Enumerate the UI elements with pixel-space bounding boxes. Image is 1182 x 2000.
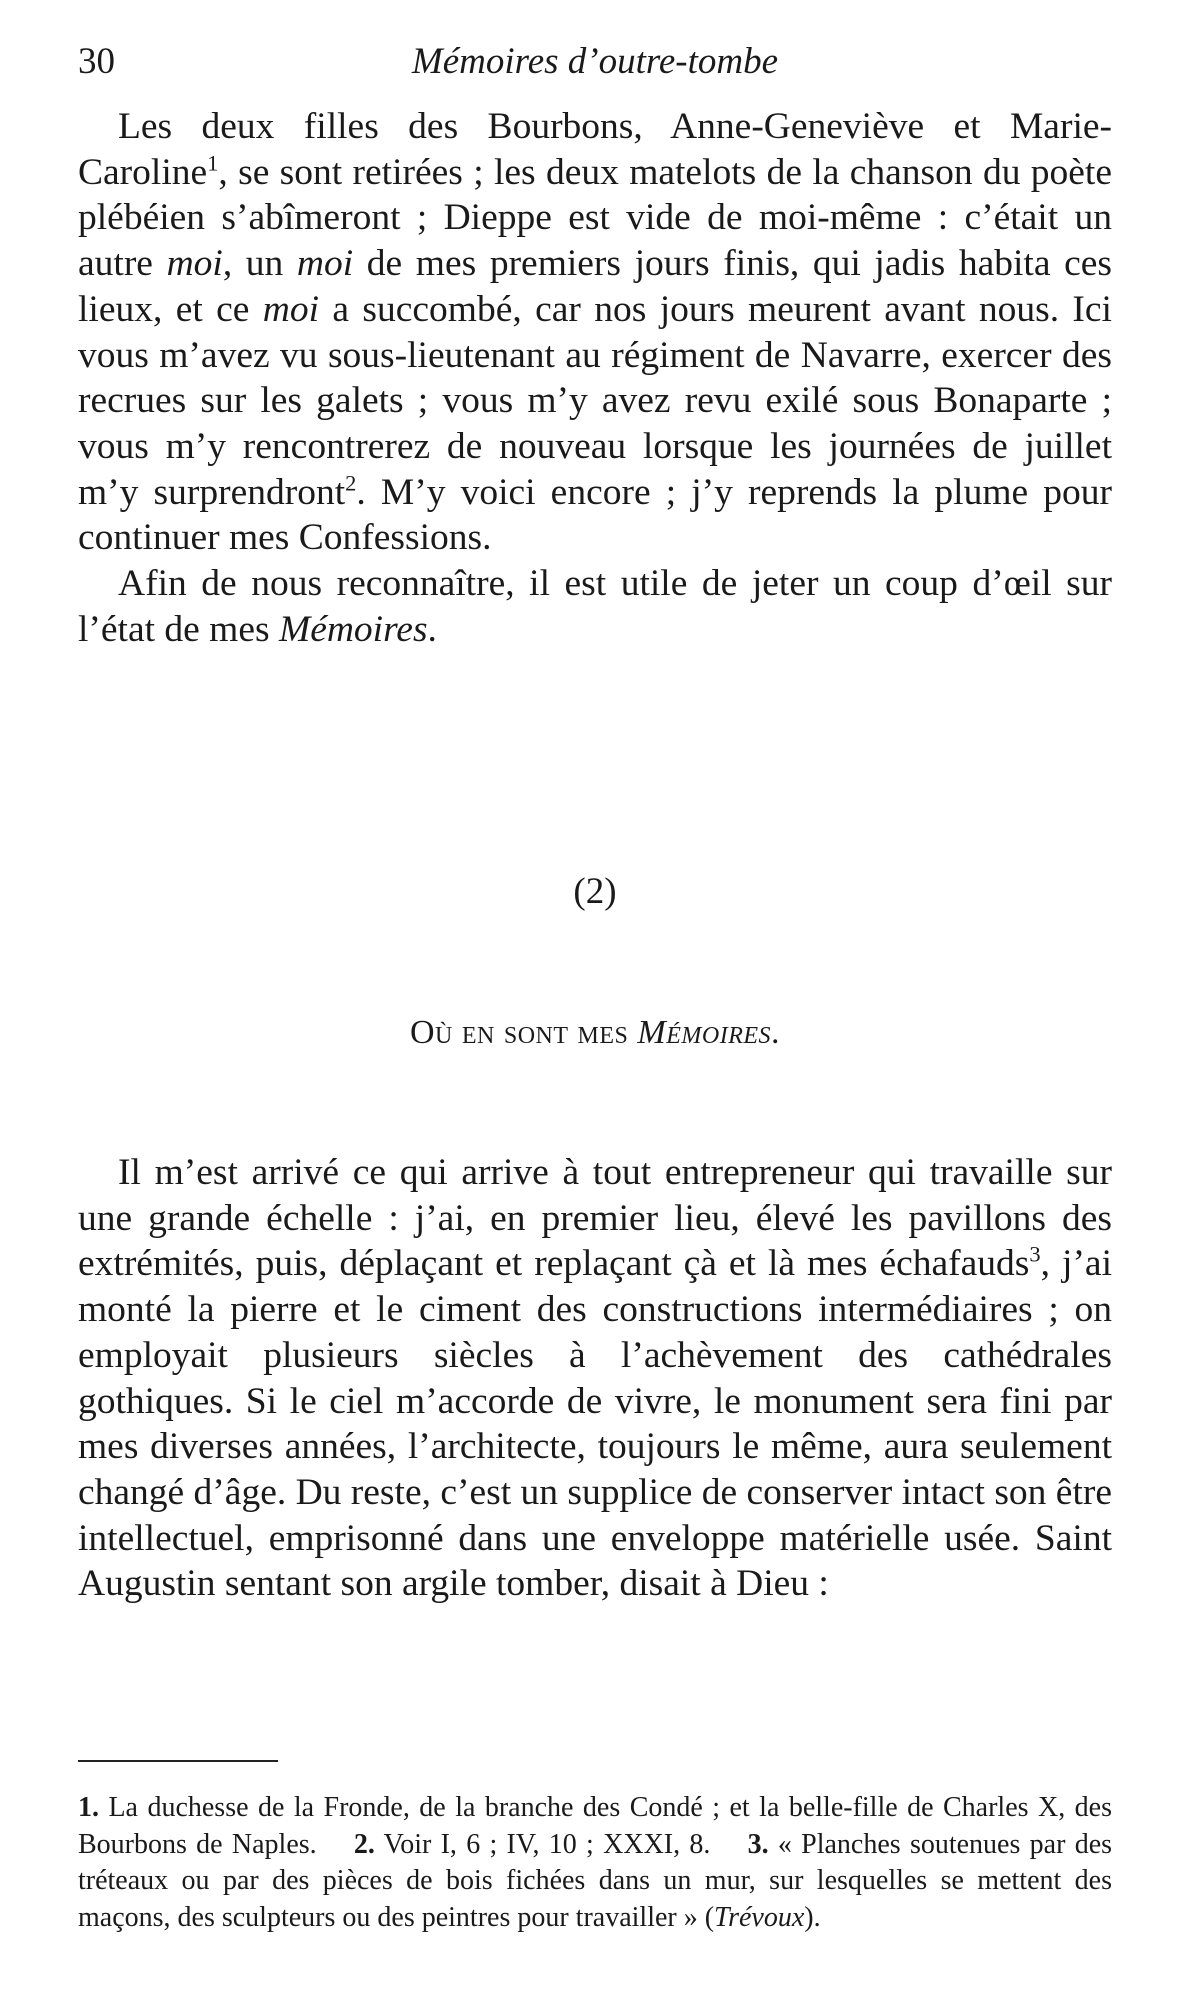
footnote-2-text: Voir I, 6 ; IV, 10 ; XXXI, 8.: [374, 1828, 711, 1860]
running-title: Mémoires d’outre-tombe: [411, 41, 779, 82]
text-span: , se sont retirées ; les deux matelots de la chanson du poète plébéien s’abîmeront ; Dieppe est vide de moi-même : c’était un autre: [78, 151, 1112, 285]
footnotes: [78, 1790, 1112, 1936]
text-span: Il m’est arrivé ce qui arrive à tout entrepreneur qui travaille sur une grande échelle : j’ai, en premier lieu, élevé les pavillons des extrémités, puis, déplaçant et replaçant çà et là mes échafauds: [78, 1152, 1112, 1285]
text-span: de mes premiers jours finis, qui jadis habita ces lieux, et ce: [78, 243, 1112, 330]
footnote-divider: [78, 1760, 278, 1762]
paragraph-1: [78, 104, 1112, 561]
footnote-3-number: 3.: [747, 1828, 769, 1860]
text-span: Afin de nous reconnaître, il est utile de jeter un coup d’œil sur l’état de mes: [78, 563, 1112, 650]
italic-span: moi: [166, 243, 223, 285]
footnote-ref-2: 2: [345, 470, 357, 496]
footnote-3-end: ).: [804, 1901, 821, 1933]
text-span: Les deux filles des Bourbons, Anne-Geneviève et Marie-Caroline: [78, 106, 1112, 193]
paragraph-2: [78, 561, 1112, 652]
footnote-3-source: Trévoux: [714, 1901, 805, 1933]
italic-span: Mémoires: [278, 608, 428, 650]
main-text-top: [78, 104, 1112, 652]
footnote-ref-3: 3: [1029, 1241, 1041, 1267]
section-title-punct: .: [771, 1014, 781, 1051]
section-title-italic: Mémoires: [637, 1014, 772, 1051]
text-span: . M’y voici encore ; j’y reprends la plume pour continuer mes Confessions.: [78, 471, 1112, 559]
section-title: [78, 1014, 1112, 1052]
footnote-1-text: La duchesse de la Fronde, de la branche des Condé ; et la belle-fille de Charles X, des Bourbons de Naples.: [78, 1792, 1112, 1860]
page-header: [78, 40, 1112, 90]
italic-span: moi: [262, 288, 320, 330]
footnote-1-number: 1.: [78, 1792, 99, 1823]
main-text-bottom: [78, 1150, 1112, 1607]
section-title-text: Où en sont mes: [409, 1014, 638, 1051]
section-number: (2): [573, 871, 617, 912]
text-span: .: [427, 608, 437, 650]
text-span: , un: [222, 243, 297, 285]
footnote-3-text: « Planches soutenues par des tréteaux ou par des pièces de bois fichées dans un mur, sur lesquelles se mettent des maçons, des sculpteurs ou des peintres pour travailler » (: [78, 1828, 1113, 1933]
paragraph-3: [78, 1150, 1112, 1607]
footnote-2-number: 2.: [353, 1828, 375, 1860]
italic-span: moi: [296, 243, 354, 285]
text-span: a succombé, car nos jours meurent avant nous. Ici vous m’avez vu sous-lieutenant au régiment de Navarre, exercer des recrues sur les galets ; vous m’y avez revu exilé sous Bonaparte ; vous m’y rencontrerez de nouveau lorsque les journées de juillet m’y surprendront: [78, 288, 1112, 513]
text-span: , j’ai monté la pierre et le ciment des constructions intermédiaires ; on employait plusieurs siècles à l’achèvement des cathédrales gothiques. Si le ciel m’accorde de vivre, le monument sera fini par mes diverses années, l’architecte, toujours le même, aura seulement changé d’âge. Du reste, c’est un supplice de conserver intact son être intellectuel, emprisonné dans une enveloppe matérielle usée. Saint Augustin sentant son argile tomber, disait à Dieu :: [78, 1243, 1112, 1605]
page-number: 30: [78, 41, 115, 82]
footnote-ref-1: 1: [207, 150, 219, 176]
